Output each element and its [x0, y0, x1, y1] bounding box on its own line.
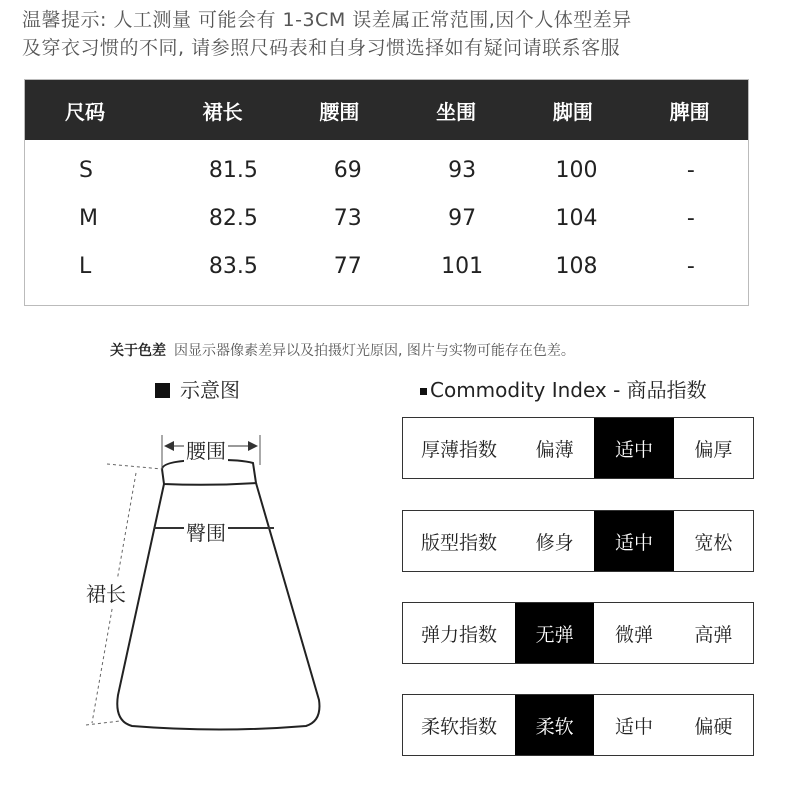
header-hem: 脚围: [552, 99, 593, 124]
index-option-selected: 适中: [594, 511, 673, 571]
index-option: 修身: [535, 531, 574, 554]
index-label: 厚薄指数: [420, 438, 497, 461]
skirt-diagram: [70, 425, 350, 745]
table-cell: 83.5: [208, 253, 258, 279]
elasticity-index: [402, 602, 754, 664]
table-cell: S: [79, 157, 93, 183]
table-cell: 108: [555, 253, 598, 279]
table-cell: 101: [441, 253, 484, 279]
index-option: 偏薄: [535, 438, 574, 461]
header-size: 尺码: [65, 99, 105, 124]
table-cell: M: [79, 205, 98, 231]
table-cell: 73: [333, 205, 362, 231]
index-option-selected: 适中: [594, 418, 673, 478]
index-label: 柔软指数: [420, 715, 497, 738]
index-label: 弹力指数: [420, 623, 497, 646]
size-table-header: [25, 80, 748, 140]
notice-line-1: 温馨提示: 人工测量 可能会有 1-3CM 误差属正常范围,因个人体型差异: [22, 9, 632, 31]
table-cell: -: [686, 205, 695, 231]
header-length: 裙长: [202, 99, 243, 124]
table-cell: L: [79, 253, 92, 279]
table-cell: -: [686, 157, 695, 183]
table-row: [25, 242, 748, 290]
table-cell: 82.5: [208, 205, 258, 231]
table-cell: 77: [333, 253, 362, 279]
header-spleen: 脾围: [669, 99, 710, 124]
color-note-title: 关于色差: [110, 343, 166, 359]
header-hip: 坐围: [436, 99, 477, 124]
table-cell: 93: [448, 157, 477, 183]
index-option: 微弹: [614, 623, 653, 646]
index-option: 宽松: [694, 531, 733, 554]
table-row: [25, 194, 748, 242]
index-option: 偏硬: [694, 715, 733, 738]
index-option: 高弹: [694, 623, 733, 646]
index-option-selected: 无弹: [515, 603, 594, 663]
table-cell: 97: [448, 205, 477, 231]
table-cell: 81.5: [208, 157, 258, 183]
diagram-title-text: 示意图: [180, 378, 240, 402]
index-option: 偏厚: [694, 438, 733, 461]
table-cell: -: [686, 253, 695, 279]
thickness-index: [402, 417, 754, 479]
square-bullet-icon: [420, 388, 427, 395]
size-table: [24, 79, 749, 306]
index-option: 适中: [614, 715, 653, 738]
commodity-index-title: [420, 374, 707, 403]
color-note-text: 因显示器像素差异以及拍摄灯光原因, 图片与实物可能存在色差。: [174, 343, 575, 359]
table-row: [25, 146, 748, 194]
index-label: 版型指数: [420, 531, 497, 554]
notice-line-2: 及穿衣习惯的不同, 请参照尺码表和自身习惯选择如有疑问请联系客服: [22, 37, 621, 59]
commodity-index-title-text: Commodity Index - 商品指数: [430, 378, 707, 402]
hip-label: 臀围: [184, 517, 228, 546]
waist-label: 腰围: [184, 435, 228, 464]
diagram-title: [155, 374, 240, 403]
square-bullet-icon: [155, 383, 170, 398]
length-label: 裙长: [84, 578, 128, 607]
fit-index: [402, 510, 754, 572]
index-option-selected: 柔软: [515, 695, 594, 755]
table-cell: 69: [333, 157, 362, 183]
header-waist: 腰围: [319, 99, 360, 124]
table-cell: 100: [555, 157, 598, 183]
table-cell: 104: [555, 205, 598, 231]
size-notice: [22, 6, 782, 62]
softness-index: [402, 694, 754, 756]
color-difference-note: [110, 340, 575, 360]
